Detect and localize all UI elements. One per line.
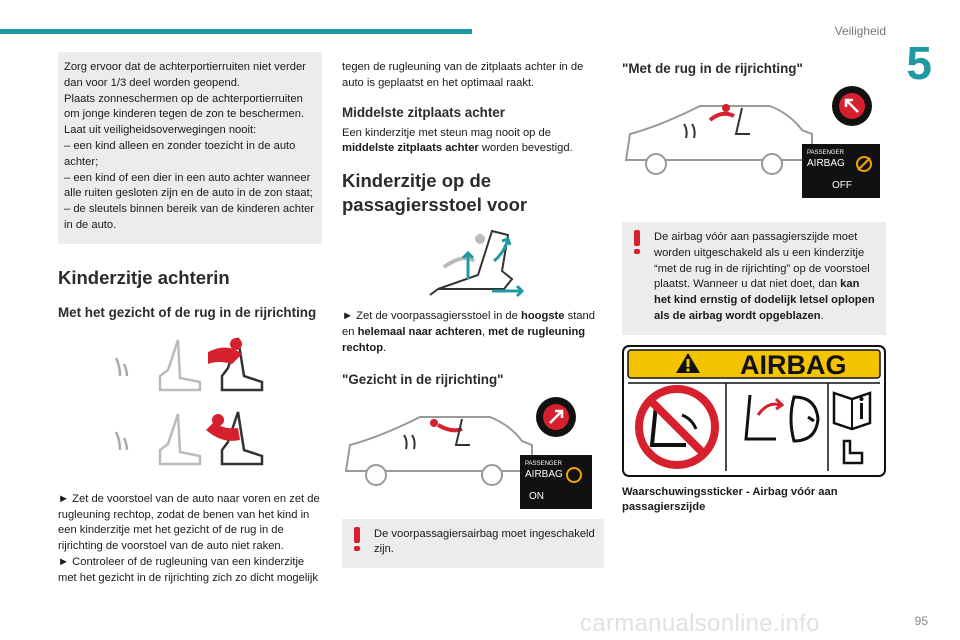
notice-line: – de sleutels binnen bereik van de kinderen achter in de auto. xyxy=(64,203,315,231)
sticker-title: AIRBAG xyxy=(740,349,847,380)
panel-on-label: ON xyxy=(529,490,544,502)
header-accent-bar xyxy=(0,29,472,34)
rear-step-2: ► Controleer of de rugleuning van een kinderzitje met het gezicht in de rijrichting zich zo dicht mogelijk xyxy=(58,555,318,584)
warning-exclamation-icon xyxy=(634,230,640,254)
forward-facing-seat-icon xyxy=(116,412,262,464)
column-3 xyxy=(622,52,886,515)
airbag-switch-icon xyxy=(832,86,872,126)
rear-facing-car-illustration xyxy=(622,84,886,200)
safety-notice-box xyxy=(58,52,322,244)
notice-line: – een kind of een dier in een auto achter wanneer alle ruiten gesloten zijn en de auto in de zon staat; xyxy=(64,171,313,200)
middle-seat-text: Een kinderzitje met steun mag nooit op de middelste zitplaats achter worden bevestigd. xyxy=(342,126,573,155)
panel-off-label: OFF xyxy=(832,180,852,191)
passenger-airbag-on-panel xyxy=(520,455,592,509)
notice-line: Laat uit veiligheidsoverwegingen nooit: xyxy=(64,124,257,137)
panel-airbag-label: AIRBAG xyxy=(807,158,845,169)
section-title: Veiligheid xyxy=(834,24,886,38)
heading-rear-facing: "Met de rug in de rijrichting" xyxy=(622,61,803,76)
panel-airbag-label: AIRBAG xyxy=(525,468,563,480)
airbag-warning-sticker xyxy=(622,345,886,477)
heading-front-seat: Kinderzitje op de passagiersstoel voor xyxy=(342,170,528,216)
column-1 xyxy=(58,52,322,587)
front-seat-adjust-illustration xyxy=(342,225,604,299)
rear-step-1: ► Zet de voorstoel van de auto naar voren en zet de rugleuning rechtop, zodat de benen van het kind in een kinderzitje met het gezicht of de rug in de rijrichting de voorstoel van de auto niet raken. xyxy=(58,492,320,553)
airbag-switch-icon xyxy=(536,397,576,437)
panel-passenger-label: PASSENGER xyxy=(525,460,562,467)
rear-seats-illustration xyxy=(58,330,322,480)
rear-facing-warning: De airbag vóór aan passagierszijde moet worden uitgeschakeld als u een kinderzitje “met de rug in de rijrichting” op de voorstoel plaatst. Wanneer u dat niet doet, dan kan het kind ernstig of dodelijk letsel oplopen als de airbag wordt opgeblazen. xyxy=(622,222,886,335)
forward-facing-warning: De voorpassagiersairbag moet ingeschakeld zijn. xyxy=(342,519,604,569)
notice-line: Plaats zonneschermen op de achterportierruiten om jonge kinderen tegen de zon te beschermen. xyxy=(64,92,305,121)
notice-line: Zorg ervoor dat de achterportierruiten niet verder dan voor 1/3 deel worden geopend. xyxy=(64,61,306,89)
continuation-text: tegen de rugleuning van de zitplaats achter in de auto is geplaatst en het optimaal raakt. xyxy=(342,61,584,89)
column-2 xyxy=(342,52,604,568)
chapter-number: 5 xyxy=(906,37,932,89)
passenger-airbag-off-panel xyxy=(802,144,880,198)
page-number: 95 xyxy=(914,614,928,628)
rear-steps xyxy=(58,492,322,587)
warning-exclamation-icon xyxy=(354,527,360,551)
front-seat-step: ► Zet de voorpassagiersstoel in de hoogste stand en helemaal naar achteren, met de rugleuning rechtop. xyxy=(342,310,595,354)
forward-facing-car-illustration xyxy=(342,395,604,511)
watermark: carmanualsonline.info xyxy=(580,610,820,637)
heading-middle-seat: Middelste zitplaats achter xyxy=(342,104,505,120)
heading-rear-child-seat: Kinderzitje achterin xyxy=(58,266,230,288)
notice-line: – een kind alleen en zonder toezicht in de auto achter; xyxy=(64,139,296,168)
sticker-caption: Waarschuwingssticker - Airbag vóór aan passagierszijde xyxy=(622,485,838,513)
panel-passenger-label: PASSENGER xyxy=(807,150,844,156)
heading-forward-facing: "Gezicht in de rijrichting" xyxy=(342,371,504,387)
rear-facing-seat-icon xyxy=(116,338,262,390)
subheading-facing-direction: Met het gezicht of de rug in de rijrichting xyxy=(58,304,317,320)
no-rear-facing-seat-icon xyxy=(639,389,715,465)
